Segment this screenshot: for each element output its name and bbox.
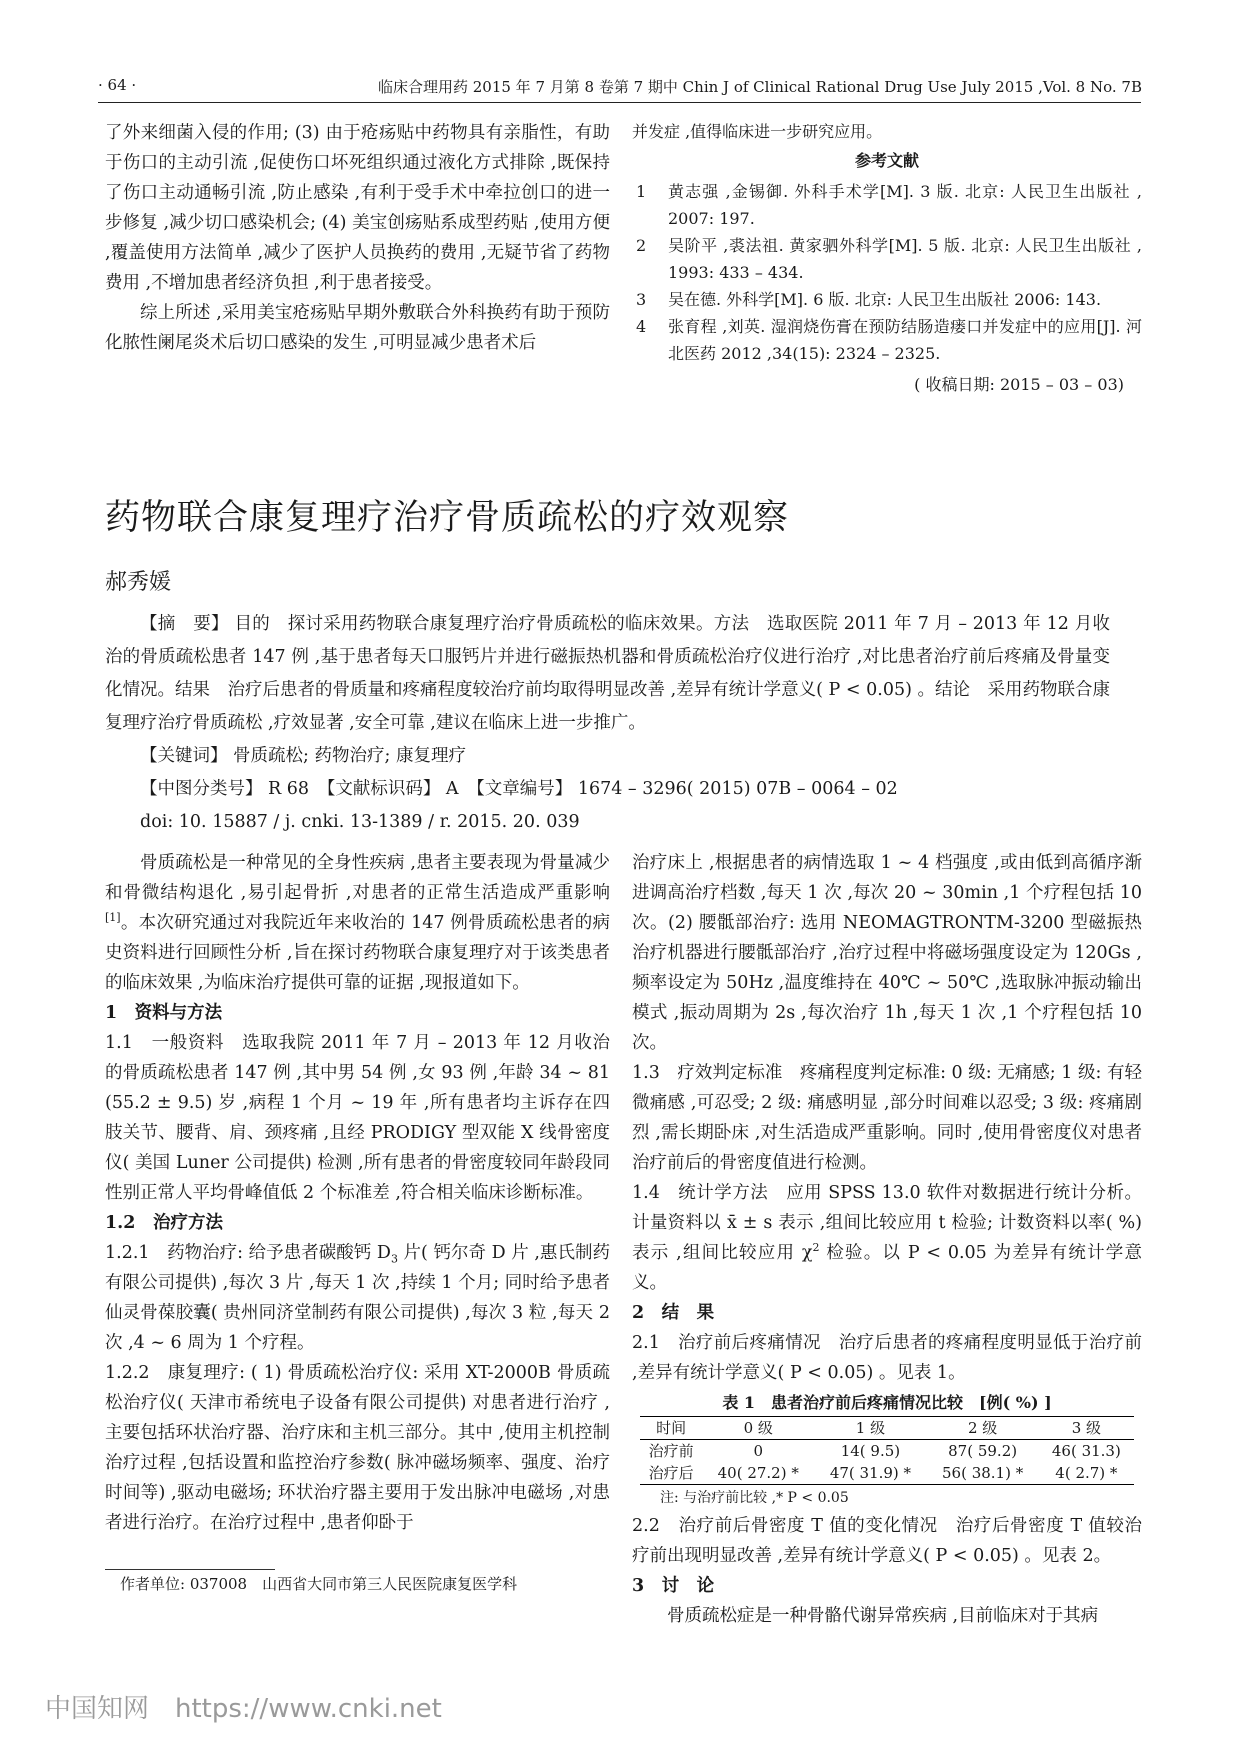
- running-header: 临床合理用药 2015 年 7 月第 8 卷第 7 期中 Chin J of Clinical Rational Drug Use July 2015 ,Vol. 8 No. 7B: [377, 78, 1142, 96]
- subsection-paragraph: 2.1 治疗前后疼痛情况 治疗后患者的疼痛程度明显低于治疗前 ,差异有统计学意义( P < 0.05) 。见表 1。: [632, 1333, 1142, 1383]
- doi: doi: 10. 15887 / j. cnki. 13-1389 / r. 2015. 20. 039: [140, 812, 580, 832]
- abstract-text: 【摘 要】 目的 探讨采用药物联合康复理疗治疗骨质疏松的临床效果。方法 选取医院 2011 年 7 月 – 2013 年 12 月收治的骨质疏松患者 147 例 ,基于患者每天口服钙片并进行磁振热机器和骨质疏松治疗仪进行治疗 ,对比患者治疗前后疼痛及骨量变化情况。结果 治疗后患者的骨质量和疼痛程度较治疗前均取得明显改善 ,差异有统计学意义( P < 0.05) 。结论 采用药物联合康复理疗治疗骨质疏松 ,疗效显著 ,安全可靠 ,建议在临床上进一步推广。: [105, 614, 1110, 733]
- drug-text: 1.2.1 药物治疗: 给予患者碳酸钙 D: [105, 1243, 391, 1263]
- superscript: 2: [812, 1241, 820, 1255]
- table-header-cell: 2 级: [927, 1417, 1039, 1440]
- table-cell: 治疗前: [648, 1442, 694, 1460]
- table-row: [640, 1440, 1134, 1463]
- page-number: · 64 ·: [98, 76, 137, 94]
- table-note: 注: 与治疗前比较 ,* P < 0.05: [660, 1490, 849, 1506]
- subsection-heading: 1.2 治疗方法: [105, 1213, 223, 1233]
- reference-number: 2: [636, 236, 647, 255]
- intro-text: 骨质疏松是一种常见的全身性疾病 ,患者主要表现为骨量减少和骨微结构退化 ,易引起骨折 ,对患者的正常生活造成严重影响: [105, 853, 610, 903]
- method-paragraph: 治疗床上 ,根据患者的病情选取 1 ~ 4 档强度 ,或由低到高循序渐进调高治疗档数 ,每天 1 次 ,每次 20 ~ 30min ,1 个疗程包括 10 次。(2) 腰骶部治疗: 选用 NEOMAGTRONTM-3200 型磁振热治疗机器进行腰骶部治疗 ,治疗过程中将磁场强度设定为 120Gs ,频率设定为 50Hz ,温度维持在 40℃ ~ 50℃ ,选取脉冲振动输出模式 ,振动周期为 2s ,每次治疗 1h ,每天 1 次 ,1 个疗程包括 10 次。: [632, 853, 1142, 1053]
- pain-table: [640, 1416, 1134, 1485]
- cnki-watermark: 中国知网 https://www.cnki.net: [45, 1694, 442, 1724]
- article-title: 药物联合康复理疗治疗骨质疏松的疗效观察: [105, 498, 790, 538]
- prev-article-right-column: [632, 118, 1142, 398]
- table-cell: 56( 38.1) *: [927, 1462, 1039, 1485]
- stats-text-cont: 检验。以 P < 0.05 为差异有统计学意义。: [632, 1243, 1142, 1293]
- reference-number: 3: [636, 290, 647, 309]
- reference-text: 黄志强 ,金锡御. 外科手术学[M]. 3 版. 北京: 人民卫生出版社 , 2007: 197.: [668, 182, 1142, 228]
- reference-text: 吴阶平 ,裘法祖. 黄家驷外科学[M]. 5 版. 北京: 人民卫生出版社 , 1993: 433 – 434.: [668, 236, 1142, 282]
- footnote-rule: [105, 1569, 275, 1570]
- table-cell: 14( 9.5): [840, 1442, 901, 1460]
- table-header-cell: 1 级: [814, 1417, 926, 1440]
- reference-item: [632, 178, 1142, 232]
- table-header-cell: 3 级: [1039, 1417, 1134, 1440]
- author-affiliation-footnote: 作者单位: 037008 山西省大同市第三人民医院康复医学科: [120, 1575, 518, 1593]
- subsection-paragraph: 1.1 一般资料 选取我院 2011 年 7 月 – 2013 年 12 月收治的骨质疏松患者 147 例 ,其中男 54 例 ,女 93 例 ,年龄 34 ~ 81 (55.2 ± 9.5) 岁 ,病程 1 个月 ~ 19 年 ,所有患者均主诉存在四肢关节、腰背、肩、颈疼痛 ,且经 PRODIGY 型双能 X 线骨密度仪( 美国 Luner 公司提供) 检测 ,所有患者的骨密度较同年龄段同性别正常人平均骨峰值低 2 个标准差 ,符合相关临床诊断标准。: [105, 1033, 610, 1203]
- references-title: 参考文献: [854, 151, 919, 170]
- reference-item: [632, 286, 1142, 313]
- table-cell: 治疗后: [640, 1462, 702, 1485]
- table-header-cell: 0 级: [702, 1417, 814, 1440]
- section-heading: 2 结 果: [632, 1303, 715, 1323]
- table-caption: 表 1 患者治疗前后疼痛情况比较 [例( %) ]: [722, 1393, 1052, 1412]
- subsection-paragraph: 1.3 疗效判定标准 疼痛程度判定标准: 0 级: 无痛感; 1 级: 有轻微痛感 ,可忍受; 2 级: 痛感明显 ,部分时间难以忍受; 3 级: 疼痛剧烈 ,需长期卧床 ,对生活造成严重影响。同时 ,使用骨密度仪对患者治疗前后的骨密度值进行检测。: [632, 1063, 1142, 1173]
- prev-paragraph: 综上所述 ,采用美宝疮疡贴早期外敷联合外科换药有助于预防化脓性阑尾炎术后切口感染的发生 ,可明显减少患者术后: [105, 303, 610, 353]
- table-cell: 0: [753, 1442, 764, 1460]
- reference-text: 张育程 ,刘英. 湿润烧伤膏在预防结肠造瘘口并发症中的应用[J]. 河北医药 2012 ,34(15): 2324 – 2325.: [668, 317, 1142, 363]
- table-cell: 47( 31.9) *: [814, 1462, 926, 1485]
- table-header-cell: 时间: [640, 1417, 702, 1440]
- body-right-column: [632, 848, 1142, 1631]
- table-cell: 87( 59.2): [948, 1442, 1018, 1460]
- prev-paragraph: 了外来细菌入侵的作用; (3) 由于疮疡贴中药物具有亲脂性，有助于伤口的主动引流 ,促使伤口坏死组织通过液化方式排除 ,既保持了伤口主动通畅引流 ,防止感染 ,有利于受手术中牵拉创口的进一步修复 ,减少切口感染机会; (4) 美宝创疡贴系成型药贴 ,使用方便 ,覆盖使用方法简单 ,减少了医护人员换药的费用 ,无疑节省了药物费用 ,不增加患者经济负担 ,利于患者接受。: [105, 123, 610, 293]
- section-heading: 3 讨 论: [632, 1576, 715, 1596]
- drug-text-cont: 片( 钙尔奇 D 片 ,惠氏制药有限公司提供) ,每次 3 片 ,每天 1 次 ,持续 1 个月; 同时给予患者仙灵骨葆胶囊( 贵州同济堂制药有限公司提供) ,每次 3 粒 ,每天 2 次 ,4 ~ 6 周为 1 个疗程。: [105, 1243, 610, 1353]
- reference-item: [632, 313, 1142, 367]
- reference-item: [632, 232, 1142, 286]
- table-cell: 46( 31.3): [1051, 1442, 1121, 1460]
- table-cell: 4( 2.7) *: [1039, 1462, 1134, 1485]
- body-left-column: [105, 848, 610, 1538]
- prev-article-left-column: [105, 118, 610, 358]
- subsection-paragraph: [632, 1178, 1142, 1298]
- abstract-block: [105, 608, 1110, 839]
- subsection-paragraph: 2.2 治疗前后骨密度 T 值的变化情况 治疗后骨密度 T 值较治疗前出现明显改善 ,差异有统计学意义( P < 0.05) 。见表 2。: [632, 1516, 1142, 1566]
- reference-text: 吴在德. 外科学[M]. 6 版. 北京: 人民卫生出版社 2006: 143.: [668, 290, 1102, 309]
- subscript: 3: [390, 1252, 398, 1266]
- table-cell: 40( 27.2) *: [702, 1462, 814, 1485]
- reference-number: 4: [636, 317, 647, 336]
- intro-paragraph: [105, 848, 610, 998]
- citation-mark: [1]: [105, 911, 121, 925]
- stats-text: 1.4 统计学方法 应用 SPSS 13.0 软件对数据进行统计分析。计量资料以 x̄ ± s 表示 ,组间比较应用 t 检验; 计数资料以率( %) 表示 ,组间比较应用 χ: [632, 1183, 1142, 1263]
- classification-line: 【中图分类号】 R 68 【文献标识码】 A 【文章编号】 1674 – 3296( 2015) 07B – 0064 – 02: [140, 779, 898, 799]
- prev-paragraph-end: 并发症 ,值得临床进一步研究应用。: [632, 122, 883, 141]
- author-name: 郝秀媛: [105, 570, 172, 595]
- table-header-row: [640, 1417, 1134, 1440]
- subsection-paragraph: [105, 1238, 610, 1358]
- keywords: 【关键词】 骨质疏松; 药物治疗; 康复理疗: [140, 746, 466, 766]
- table-wrapper: [632, 1416, 1142, 1485]
- subsection-paragraph: 1.2.2 康复理疗: ( 1) 骨质疏松治疗仪: 采用 XT-2000B 骨质疏松治疗仪( 天津市希统电子设备有限公司提供) 对患者进行治疗 ,主要包括环状治疗器、治疗床和主机三部分。其中 ,使用主机控制治疗过程 ,包括设置和监控治疗参数( 脉冲磁场频率、强度、治疗时间等) ,驱动电磁场; 环状治疗器主要用于发出脉冲电磁场 ,对患者进行治疗。在治疗过程中 ,患者仰卧于: [105, 1363, 610, 1533]
- discussion-paragraph: 骨质疏松症是一种骨骼代谢异常疾病 ,目前临床对于其病: [667, 1606, 1099, 1626]
- table-row: [640, 1462, 1134, 1485]
- header-rule: [98, 102, 1141, 103]
- received-date: ( 收稿日期: 2015 – 03 – 03): [914, 375, 1124, 394]
- reference-number: 1: [636, 182, 647, 201]
- section-heading: 1 资料与方法: [105, 1003, 223, 1023]
- intro-text-cont: 。本次研究通过对我院近年来收治的 147 例骨质疏松患者的病史资料进行回顾性分析 ,旨在探讨药物联合康复理疗对于该类患者的临床效果 ,为临床治疗提供可靠的证据 ,现报道如下。: [105, 913, 610, 993]
